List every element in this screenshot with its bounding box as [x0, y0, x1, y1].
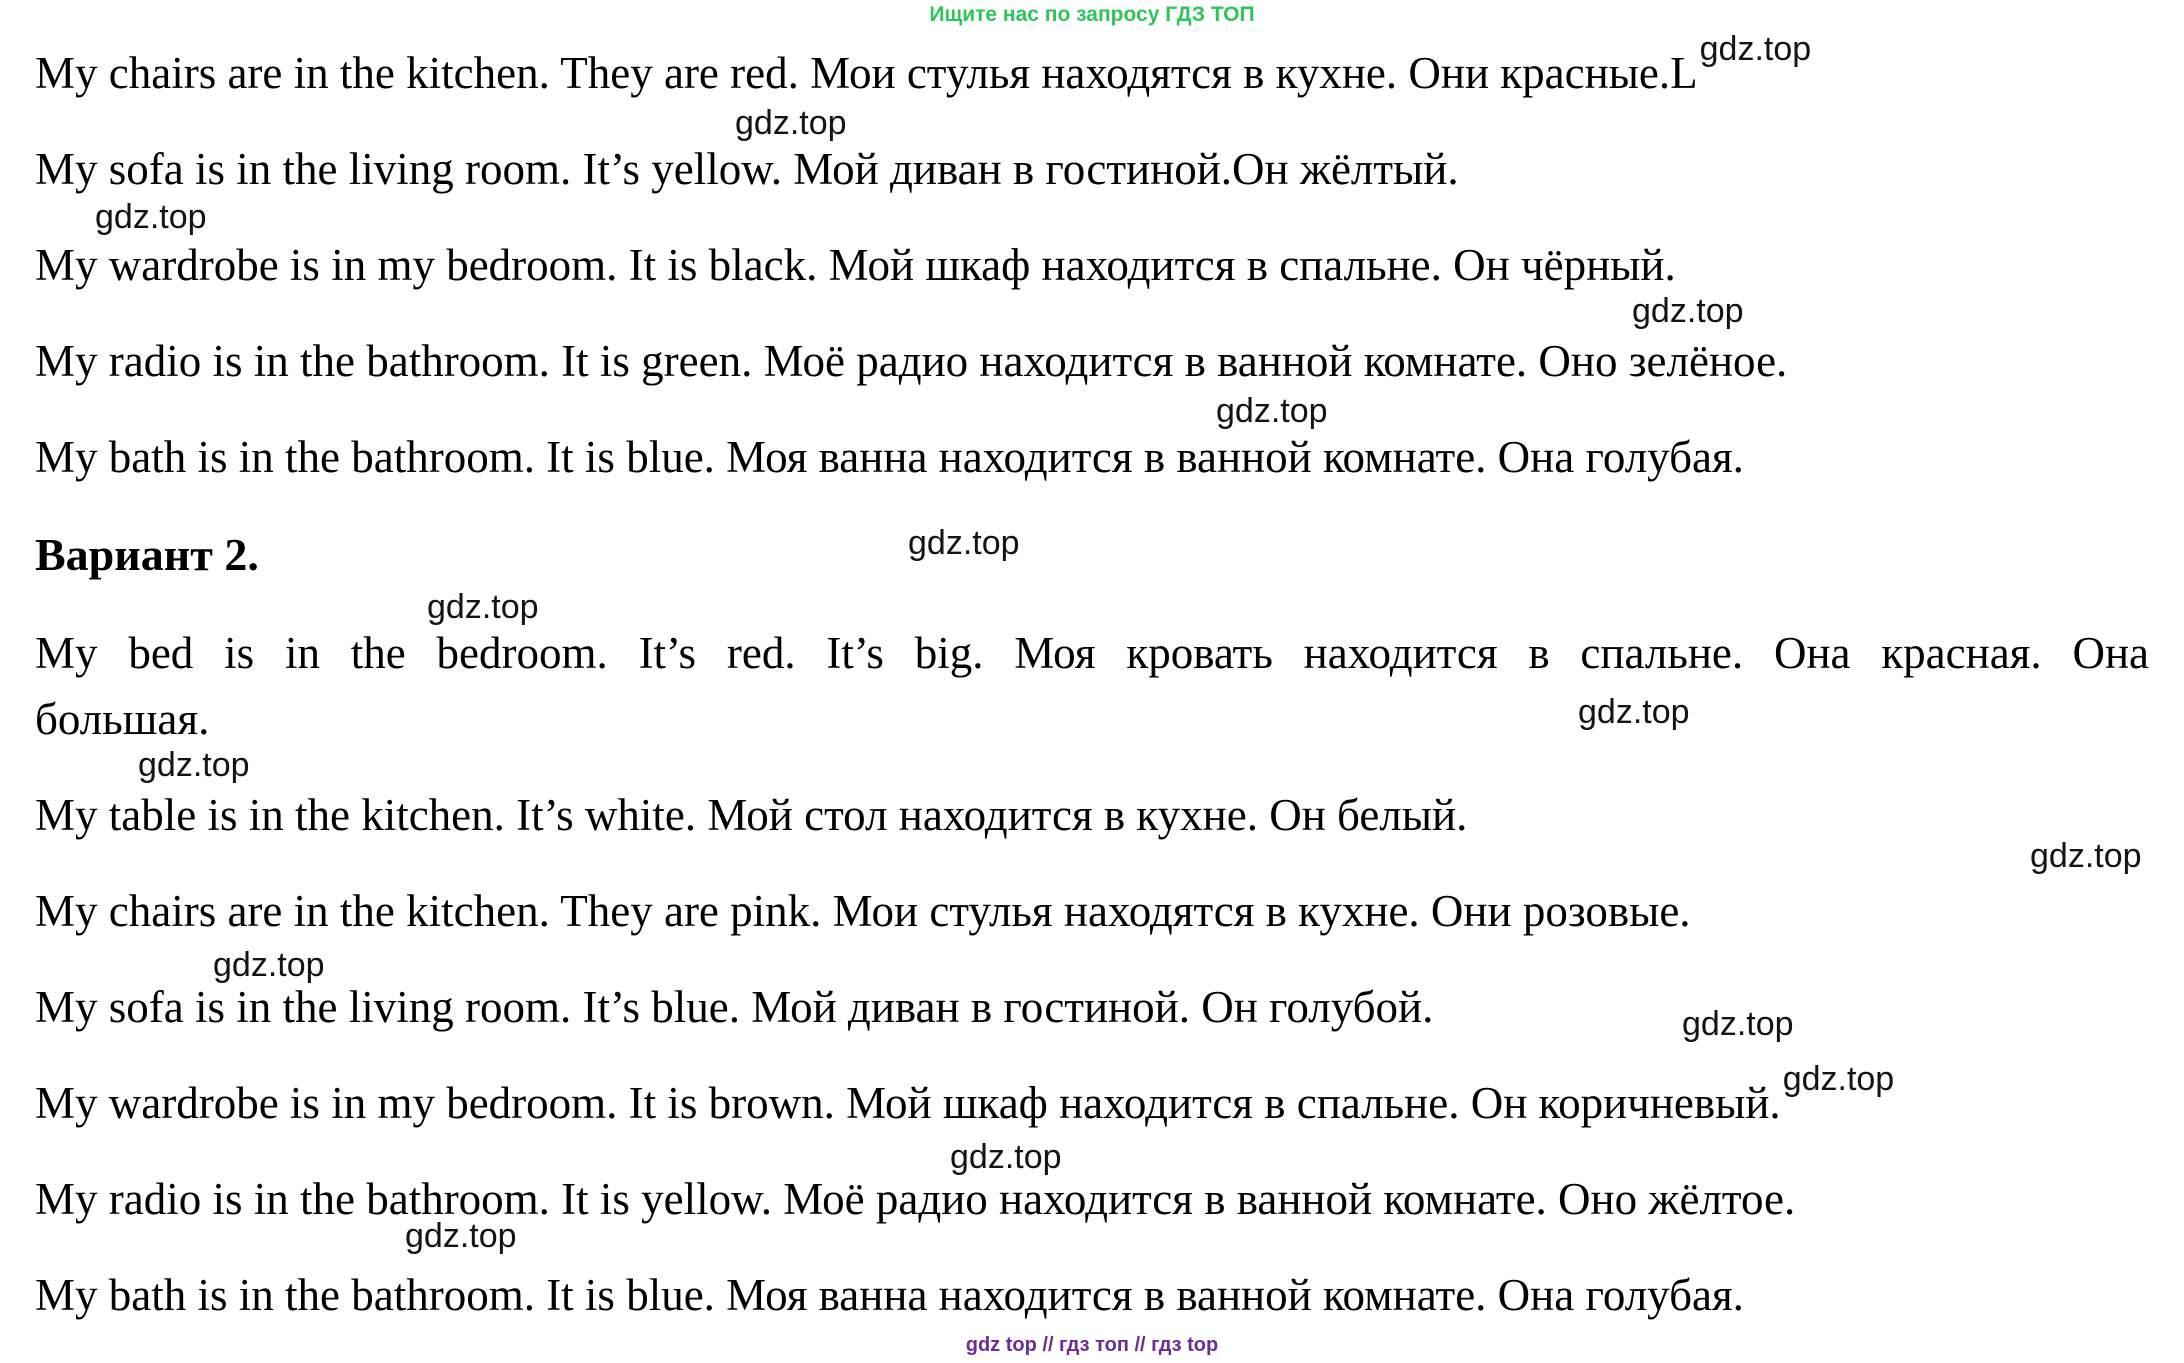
- sentence-text: My table is in the kitchen. It’s white. Мой стол находится в кухне. Он белый.: [35, 790, 1468, 840]
- variant1-sentence-4: [35, 328, 2149, 394]
- variant2-sentence-7: [35, 1262, 2149, 1328]
- promo-banner: Ищите нас по запросу ГДЗ ТОП: [929, 3, 1255, 26]
- variant2-sentence-4: [35, 974, 2149, 1040]
- gdz-watermark: gdz.top: [1578, 693, 1690, 731]
- gdz-watermark: gdz.top: [1632, 292, 1744, 330]
- sentence-text: My wardrobe is in my bedroom. It is brown. Мой шкаф находится в спальне. Он коричневый.: [35, 1078, 1781, 1128]
- variant1-sentence-5: [35, 424, 2149, 490]
- answers-text-block: [35, 30, 2149, 1358]
- gdz-watermark-superscript: gdz.top: [1699, 30, 1812, 68]
- gdz-watermark: gdz.top: [2030, 837, 2142, 875]
- sentence-text: My bath is in the bathroom. It is blue. Моя ванна находится в ванной комнате. Она голубая.: [35, 432, 1744, 482]
- variant2-sentence-2: [35, 782, 2149, 848]
- variant1-sentence-2: [35, 136, 2149, 202]
- sentence-text: My bed is in the bedroom. It’s red. It’s big. Моя кровать находится в спальне. Она красная. Она: [35, 628, 2149, 678]
- sentence-text: My bath is in the bathroom. It is blue. Моя ванна находится в ванной комнате. Она голубая.: [35, 1270, 1744, 1320]
- gdz-watermark: gdz.top: [95, 198, 207, 236]
- sentence-text: My radio is in the bathroom. It is green. Моё радио находится в ванной комнате. Оно зелёное.: [35, 336, 1788, 386]
- sentence-text: My wardrobe is in my bedroom. It is black. Мой шкаф находится в спальне. Он чёрный.: [35, 240, 1676, 290]
- sentence-text: My radio is in the bathroom. It is yellow. Моё радио находится в ванной комнате. Оно жёлтое.: [35, 1174, 1796, 1224]
- gdz-watermark: gdz.top: [405, 1217, 517, 1255]
- gdz-watermark: gdz.top: [908, 524, 1020, 562]
- gdz-watermark-superscript: gdz.top: [1782, 1060, 1895, 1098]
- gdz-watermark: gdz.top: [1682, 1005, 1794, 1043]
- footer-watermark: gdz top // гдз топ // гдз top: [965, 1334, 1219, 1356]
- gdz-watermark: gdz.top: [427, 588, 539, 626]
- sentence-text: My chairs are in the kitchen. They are red. Мои стулья находятся в кухне. Они красные.L: [35, 48, 1698, 98]
- variant2-sentence-3: [35, 878, 2149, 944]
- variant-2-heading: Вариант 2.: [35, 529, 259, 580]
- gdz-watermark: gdz.top: [1216, 392, 1328, 430]
- variant2-sentence-6: [35, 1166, 2149, 1232]
- gdz-watermark: gdz.top: [950, 1138, 1062, 1176]
- sentence-text-wrapped: большая.: [35, 694, 210, 744]
- sentence-text: My chairs are in the kitchen. They are pink. Мои стулья находятся в кухне. Они розовые.: [35, 886, 1691, 936]
- variant1-sentence-1: [35, 30, 2149, 106]
- sentence-text: My sofa is in the living room. It’s blue. Мой диван в гостиной. Он голубой.: [35, 982, 1434, 1032]
- variant2-sentence-1: [35, 620, 2149, 752]
- variant2-sentence-5: [35, 1060, 2149, 1136]
- gdz-watermark: gdz.top: [213, 946, 325, 984]
- sentence-text: My sofa is in the living room. It’s yellow. Мой диван в гостиной.Он жёлтый.: [35, 144, 1459, 194]
- gdz-watermark: gdz.top: [735, 104, 847, 142]
- gdz-watermark: gdz.top: [138, 746, 250, 784]
- variant1-sentence-3: [35, 232, 2149, 298]
